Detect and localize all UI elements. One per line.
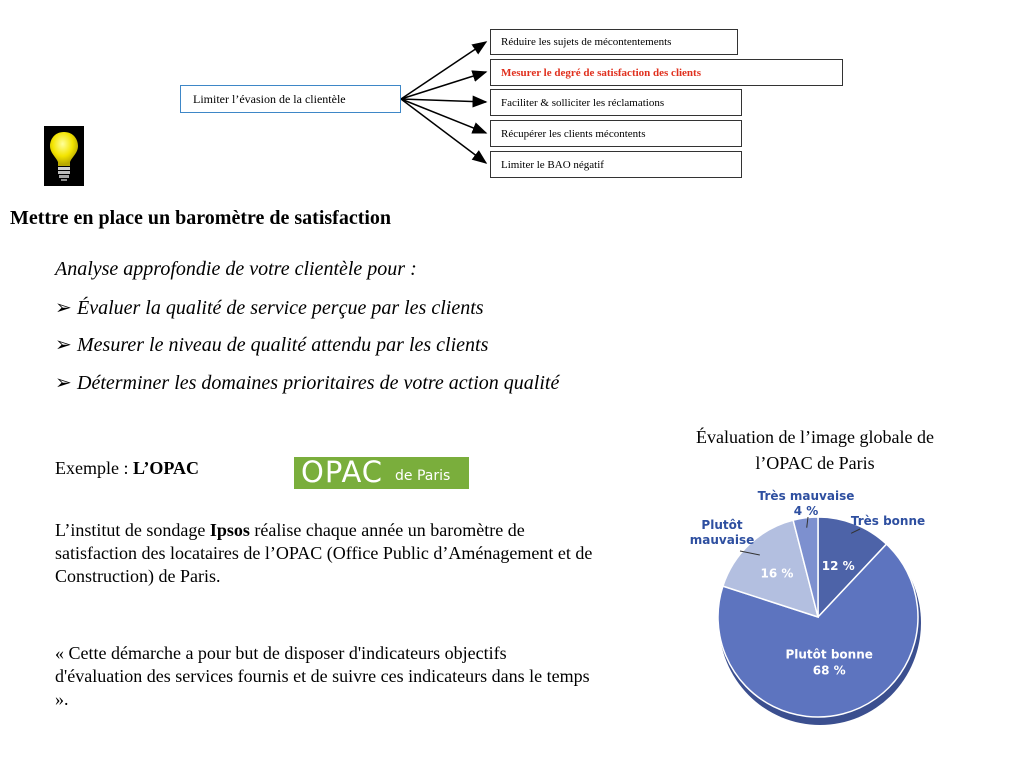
bullet-text: Mesurer le niveau de qualité attendu par les clients	[77, 334, 489, 356]
bullet-text: Déterminer les domaines prioritaires de votre action qualité	[77, 372, 560, 394]
pie-chart-title	[650, 424, 980, 476]
ipsos-paragraph	[55, 519, 595, 588]
pie-category-label: Plutôt bonne	[785, 647, 873, 662]
pie-category-label: mauvaise	[689, 533, 755, 547]
lightbulb-icon	[44, 126, 84, 186]
example-line	[55, 458, 199, 479]
ipsos-text-after: réalise chaque année un baromètre de satisfaction des locataires de l’OPAC (Office Public d’Aménagement et de Construction) de Paris.	[55, 520, 593, 586]
diagram-target-box-2	[490, 59, 843, 86]
pie-value-label: 16 %	[760, 566, 794, 581]
diagram-target-box-3	[490, 89, 742, 116]
opac-logo	[294, 457, 469, 489]
diagram-source-label: Limiter l’évasion de la clientèle	[193, 91, 346, 106]
pie-chart	[670, 485, 970, 755]
arrow-bullet-icon: ➢	[55, 372, 72, 394]
diagram-target-label: Limiter le BAO négatif	[501, 158, 604, 171]
bullet-item	[55, 332, 488, 357]
diagram-target-box-1	[490, 29, 738, 55]
section-heading: Mettre en place un baromètre de satisfaction	[10, 207, 392, 229]
quote-paragraph: « Cette démarche a pour but de disposer d'indicateurs objectifs d'évaluation des services fournis et de suivre ces indicateurs dans le temps ».	[55, 643, 590, 709]
example-prefix: Exemple :	[55, 458, 133, 478]
diagram-target-box-4	[490, 120, 742, 147]
ipsos-name: Ipsos	[209, 520, 250, 540]
pie-value-label: 4 %	[793, 504, 819, 518]
pie-category-label: Plutôt	[701, 518, 743, 532]
ipsos-text-before: L’institut de sondage	[55, 520, 210, 540]
pie-value-label: 12 %	[821, 558, 855, 573]
opac-logo-sub: de Paris	[395, 468, 451, 484]
opac-logo-main: OPAC	[301, 455, 384, 489]
diagram-source-box	[180, 85, 401, 113]
pie-category-label: Très mauvaise	[757, 489, 855, 503]
example-name: L’OPAC	[132, 458, 199, 478]
pie-value-label: 68 %	[812, 663, 846, 678]
pie-title-line2: l’OPAC de Paris	[755, 453, 875, 473]
bullet-item	[55, 295, 484, 320]
analysis-intro: Analyse approfondie de votre clientèle pour :	[55, 258, 417, 280]
bullet-item	[55, 370, 559, 395]
bullet-text: Évaluer la qualité de service perçue par les clients	[77, 297, 484, 319]
pie-category-label: Très bonne	[850, 514, 926, 528]
diagram-target-box-5	[490, 151, 742, 178]
diagram-target-label: Faciliter & solliciter les réclamations	[501, 96, 665, 109]
pie-title-line1: Évaluation de l’image globale de	[696, 427, 934, 447]
arrow-bullet-icon: ➢	[55, 334, 72, 356]
diagram-target-label-highlight: Mesurer le degré de satisfaction des clients	[501, 66, 701, 79]
diagram-target-label: Récupérer les clients mécontents	[501, 127, 646, 140]
arrow-bullet-icon: ➢	[55, 297, 72, 319]
diagram-target-label: Réduire les sujets de mécontentements	[501, 36, 672, 48]
